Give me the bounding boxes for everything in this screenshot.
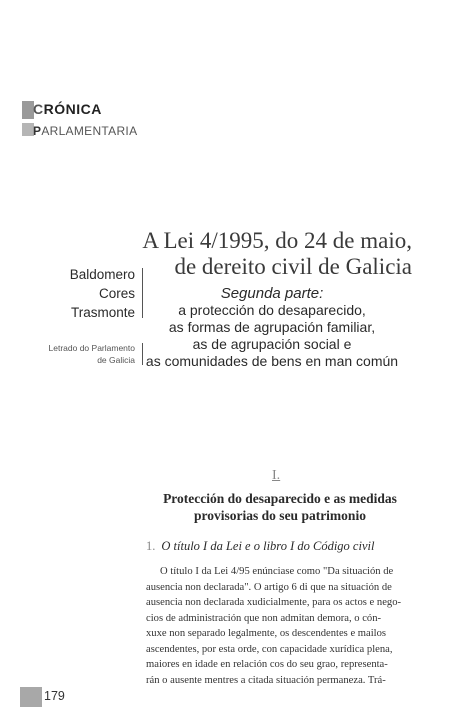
body-line: rán o ausente mentres a citada situación permaneza. Trá- [146, 674, 386, 686]
body-line: ascendentes, por esta orde, con capacidade xurídica plena, [146, 643, 393, 655]
chapter-heading: Protección do desaparecido e as medidas provisorias do seu patrimonio [163, 491, 397, 523]
article-title [142, 228, 412, 280]
title-line: de dereito civil de Galicia [174, 254, 412, 279]
author-name: Baldomero Cores Trasmonte [69, 267, 135, 320]
page-marker-square [20, 687, 42, 707]
article-subtitle [132, 285, 412, 370]
body-line: ausencia non declarada". O artigo 6 di que na situación de [146, 581, 392, 593]
body-line: cios de administración que non admitan demora, o cón- [146, 612, 382, 624]
author-role: Letrado do Parlamento de Galicia [48, 343, 135, 365]
subsection-title: 1. O título I da Lei e o libro I do Código civil [146, 539, 375, 553]
body-text [146, 564, 418, 688]
section-title: CRÓNICA [33, 101, 102, 117]
subtitle-line: as de agrupación social e [192, 336, 352, 352]
subtitle-line: a protección do desaparecido, [178, 302, 366, 318]
body-line: O título I da Lei 4/95 enúnciase como "Da situación de [160, 566, 394, 577]
body-line: ausencia non declarada xudicialmente, para os actos e nego- [146, 597, 402, 608]
body-line: maiores en idade en relación cos do seu grao, representa- [146, 659, 388, 670]
author-divider [142, 268, 143, 318]
chapter-numeral: I. [272, 468, 281, 483]
subtitle-line: as comunidades de bens en man común [145, 353, 399, 369]
role-divider [142, 343, 143, 365]
section-subtitle: PARLAMENTARIA [33, 124, 138, 138]
body-line: xuxe non separado legalmente, os descendentes e mailos [146, 628, 387, 639]
subtitle-line: as formas de agrupación familiar, [168, 319, 376, 335]
page-number: 179 [44, 689, 65, 703]
subtitle-head: Segunda parte: [220, 285, 324, 302]
title-line: A Lei 4/1995, do 24 de maio, [142, 228, 412, 253]
